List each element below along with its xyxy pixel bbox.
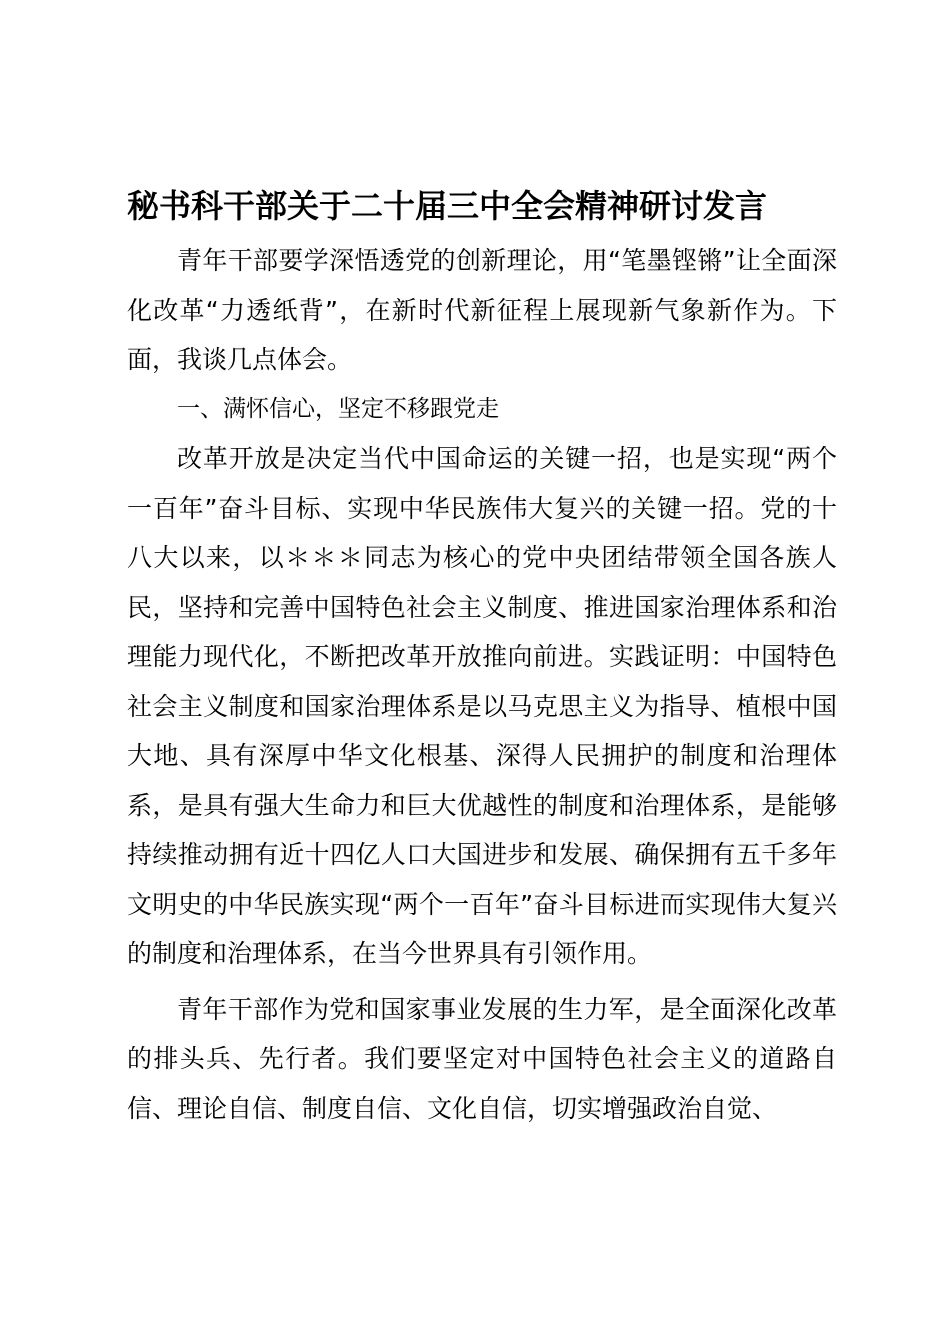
section-heading: 一、满怀信心，坚定不移跟党走	[177, 395, 499, 422]
body-paragraph: 青年干部作为党和国家事业发展的生力军，是全面深化改革的排头兵、先行者。我们要坚定对中国特色社会主义的道路自信、理论自信、制度自信、文化自信，切实增强政治自觉、	[127, 994, 837, 1123]
intro-paragraph: 青年干部要学深悟透党的创新理论，用“笔墨铿锵”让全面深化改革“力透纸背”，在新时代新征程上展现新气象新作为。下面，我谈几点体会。	[127, 246, 837, 374]
body-paragraph: 改革开放是决定当代中国命运的关键一招，也是实现“两个一百年”奋斗目标、实现中华民族伟大复兴的关键一招。党的十八大以来，以＊＊＊同志为核心的党中央团结带领全国各族人民，坚持和完善中国特色社会主义制度、推进国家治理体系和治理能力现代化，不断把改革开放推向前进。实践证明：中国特色社会主义制度和国家治理体系是以马克思主义为指导、植根中国大地、具有深厚中华文化根基、深得人民拥护的制度和治理体系，是具有强大生命力和巨大优越性的制度和治理体系，是能够持续推动拥有近十四亿人口大国进步和发展、确保拥有五千多年文明史的中华民族实现“两个一百年”奋斗目标进而实现伟大复兴的制度和治理体系，在当今世界具有引领作用。	[127, 444, 837, 968]
document-page	[127, 176, 837, 1133]
document-title: 秘书科干部关于二十届三中全会精神研讨发言	[127, 187, 768, 225]
